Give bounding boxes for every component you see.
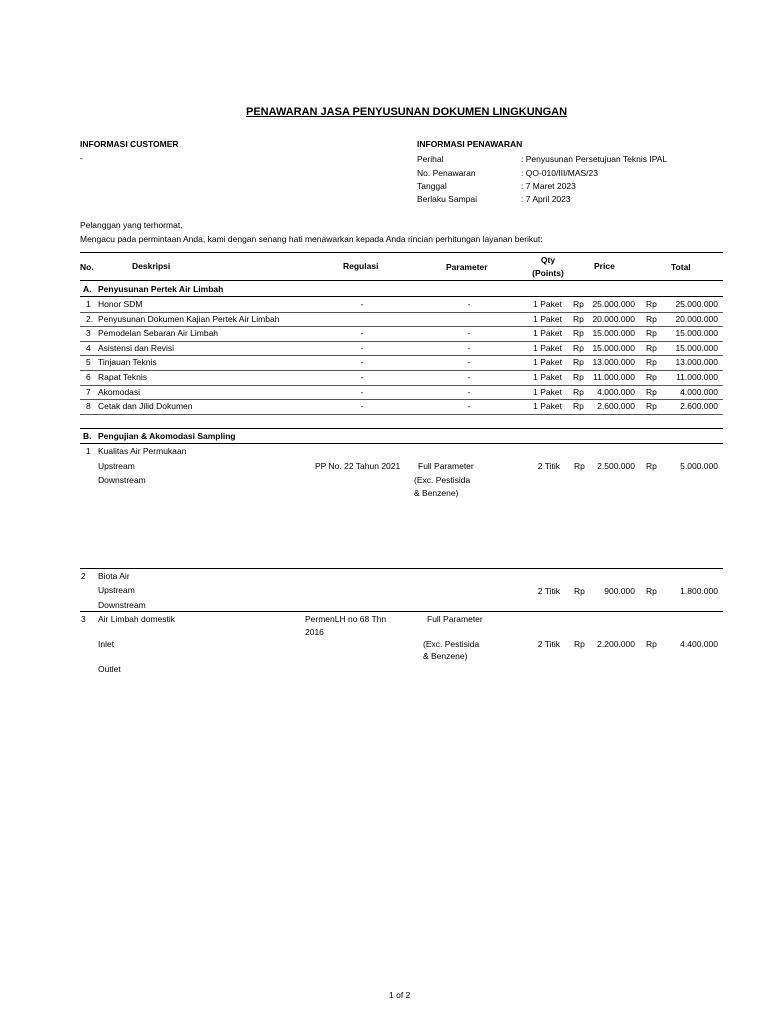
row-parameter: - (467, 401, 471, 411)
b3-qty: 2 Titik (537, 639, 560, 649)
section-b-title: Pengujian & Akomodasi Sampling (98, 431, 236, 441)
customer-value: - (80, 153, 83, 163)
row-total: 13.000.000 (675, 357, 718, 367)
offer-value-number: : QO-010/III/MAS/23 (521, 168, 599, 178)
intro-text: Mengacu pada permintaan Anda, kami dengan senang hati menawarkan kepada Anda rincian perhitungan layanan berikut: (80, 234, 543, 244)
row-qty: 1 Paket (533, 357, 562, 367)
col-header-qty: Qty (540, 255, 556, 265)
row-qty: 1 Paket (533, 328, 562, 338)
b1-qty: 2 Titik (537, 461, 560, 471)
col-header-desc: Deskripsi (132, 261, 171, 271)
row-divider (80, 355, 723, 356)
b3-top-rule (80, 611, 723, 612)
row-total-currency: Rp (646, 328, 657, 338)
b1-param-line1: Full Parameter (418, 461, 474, 471)
row-divider (80, 312, 723, 313)
row-qty: 1 Paket (533, 299, 562, 309)
section-a-title: Penyusunan Pertek Air Limbah (98, 284, 224, 294)
row-qty: 1 Paket (533, 372, 562, 382)
row-no: 3 (86, 328, 91, 338)
b3-no: 3 (81, 614, 86, 624)
row-desc: Pemodelan Sebaran Air Limbah (98, 328, 219, 338)
row-parameter: - (467, 372, 471, 382)
row-regulation: - (360, 299, 364, 309)
offer-label-number: No. Penawaran (417, 168, 476, 178)
row-price-currency: Rp (573, 387, 584, 397)
b2-title: Biota Air (98, 571, 130, 581)
row-desc: Asistensi dan Revisi (98, 343, 175, 353)
row-divider (80, 326, 723, 327)
b3-regulation-line2: 2016 (305, 627, 324, 637)
b1-price-currency: Rp (574, 461, 585, 471)
offer-label-perihal: Perihal (417, 154, 444, 164)
row-no: 6 (86, 372, 91, 382)
row-price: 13.000.000 (592, 357, 635, 367)
b1-total: 5.000.000 (680, 461, 718, 471)
row-desc: Honor SDM (98, 299, 143, 309)
col-header-qty-points: (Points) (532, 268, 564, 278)
b1-total-currency: Rp (646, 461, 657, 471)
offer-heading: INFORMASI PENAWARAN (417, 139, 523, 149)
row-desc: Cetak dan Jilid Dokumen (98, 401, 193, 411)
row-qty: 1 Paket (533, 387, 562, 397)
section-b-no: B. (83, 431, 92, 441)
row-total: 11.000.000 (676, 372, 718, 382)
b2-top-rule (80, 568, 723, 569)
row-price-currency: Rp (573, 372, 584, 382)
row-price-currency: Rp (573, 314, 584, 324)
col-header-total: Total (671, 262, 691, 272)
section-b-top-rule (80, 428, 723, 429)
b1-regulation: PP No. 22 Tahun 2021 (315, 461, 401, 471)
row-total-currency: Rp (646, 299, 657, 309)
b2-total: 1.800.000 (680, 586, 718, 596)
row-price: 4.000.000 (597, 387, 635, 397)
section-a-rule (80, 296, 723, 297)
row-regulation: - (360, 401, 364, 411)
row-parameter: - (467, 387, 471, 397)
row-price-currency: Rp (573, 343, 584, 353)
b3-param-line2: (Exc. Pestisida (423, 639, 480, 649)
row-total: 4.000.000 (680, 387, 718, 397)
row-qty: 1 Paket (533, 314, 562, 324)
offer-value-date: : 7 Maret 2023 (521, 181, 576, 191)
col-header-price: Price (594, 261, 615, 271)
b3-total: 4.400.000 (680, 639, 718, 649)
row-no: 8 (86, 401, 91, 411)
row-price: 25.000.000 (592, 299, 635, 309)
greeting-text: Pelanggan yang terhormat, (80, 220, 183, 230)
b2-sub-downstream: Downstream (98, 600, 146, 610)
table-header-rule (80, 280, 723, 281)
b3-param-line3: & Benzene) (423, 651, 468, 661)
b1-title: Kualitas Air Permukaan (98, 446, 187, 456)
offer-label-valid: Berlaku Sampai (417, 194, 478, 204)
row-qty: 1 Paket (533, 343, 562, 353)
row-desc: Rapat Teknis (98, 372, 147, 382)
b3-sub-outlet: Outlet (98, 664, 121, 674)
b1-param-line3: & Benzene) (414, 488, 459, 498)
b2-total-currency: Rp (646, 586, 657, 596)
row-no: 2. (86, 314, 94, 324)
offer-value-perihal: : Penyusunan Persetujuan Teknis IPAL (521, 154, 668, 164)
row-total: 15.000.000 (675, 343, 718, 353)
row-qty: 1 Paket (533, 401, 562, 411)
b3-param-line1: Full Parameter (427, 614, 483, 624)
row-divider (80, 341, 723, 342)
row-total-currency: Rp (646, 401, 657, 411)
offer-value-valid: : 7 April 2023 (521, 194, 571, 204)
row-parameter: - (467, 357, 471, 367)
section-a-no: A. (83, 284, 92, 294)
row-price: 15.000.000 (592, 343, 635, 353)
row-total-currency: Rp (646, 357, 657, 367)
row-divider (80, 399, 723, 400)
row-regulation: - (360, 343, 364, 353)
row-total: 15.000.000 (675, 328, 718, 338)
row-regulation: - (360, 328, 364, 338)
row-divider (80, 385, 723, 386)
row-price: 15.000.000 (592, 328, 635, 338)
row-divider (80, 370, 723, 371)
row-regulation: - (360, 357, 364, 367)
row-no: 4 (86, 343, 91, 353)
row-no: 5 (86, 357, 91, 367)
row-price: 2.600.000 (597, 401, 635, 411)
b3-price: 2.200.000 (597, 639, 635, 649)
row-parameter: - (467, 299, 471, 309)
row-total: 20.000.000 (675, 314, 718, 324)
b3-title: Air Limbah domestik (98, 614, 176, 624)
row-total-currency: Rp (646, 314, 657, 324)
b2-qty: 2 Titik (537, 586, 560, 596)
b3-price-currency: Rp (574, 639, 585, 649)
b1-price: 2.500.000 (597, 461, 635, 471)
row-price: 11.000.000 (593, 372, 635, 382)
table-top-rule (80, 252, 723, 253)
row-price-currency: Rp (573, 299, 584, 309)
b3-sub-inlet: Inlet (98, 639, 115, 649)
row-no: 1 (86, 299, 91, 309)
col-header-no: No. (80, 262, 94, 272)
b2-price: 900.000 (604, 586, 635, 596)
offer-label-date: Tanggal (417, 181, 447, 191)
row-price: 20.000.000 (592, 314, 635, 324)
document-title: PENAWARAN JASA PENYUSUNAN DOKUMEN LINGKUNGAN (246, 106, 568, 118)
b1-no: 1 (86, 446, 91, 456)
b2-no: 2 (81, 571, 86, 581)
row-no: 7 (86, 387, 91, 397)
row-parameter: - (467, 343, 471, 353)
section-b-rule (80, 443, 723, 444)
b1-sub-downstream: Downstream (98, 475, 146, 485)
col-header-param: Parameter (446, 262, 488, 272)
row-price-currency: Rp (573, 401, 584, 411)
row-price-currency: Rp (573, 328, 584, 338)
row-desc: Tinjauan Teknis (98, 357, 157, 367)
row-regulation: - (360, 372, 364, 382)
b3-total-currency: Rp (646, 639, 657, 649)
row-desc: Akomodasi (98, 387, 141, 397)
row-regulation: - (360, 387, 364, 397)
page-number: 1 of 2 (389, 990, 411, 1000)
col-header-reg: Regulasi (343, 261, 379, 271)
row-total: 25.000.000 (675, 299, 718, 309)
b2-sub-upstream: Upstream (98, 585, 135, 595)
row-divider (80, 414, 723, 415)
b3-regulation-line1: PermenLH no 68 Thn (305, 614, 387, 624)
row-price-currency: Rp (573, 357, 584, 367)
row-total-currency: Rp (646, 372, 657, 382)
row-desc: Penyusunan Dokumen Kajian Pertek Air Limbah (98, 314, 280, 324)
row-parameter: - (467, 328, 471, 338)
row-total-currency: Rp (646, 343, 657, 353)
b1-sub-upstream: Upstream (98, 461, 135, 471)
b2-price-currency: Rp (574, 586, 585, 596)
row-total-currency: Rp (646, 387, 657, 397)
b1-param-line2: (Exc. Pestisida (414, 475, 471, 485)
customer-heading: INFORMASI CUSTOMER (80, 139, 179, 149)
row-total: 2.600.000 (680, 401, 718, 411)
